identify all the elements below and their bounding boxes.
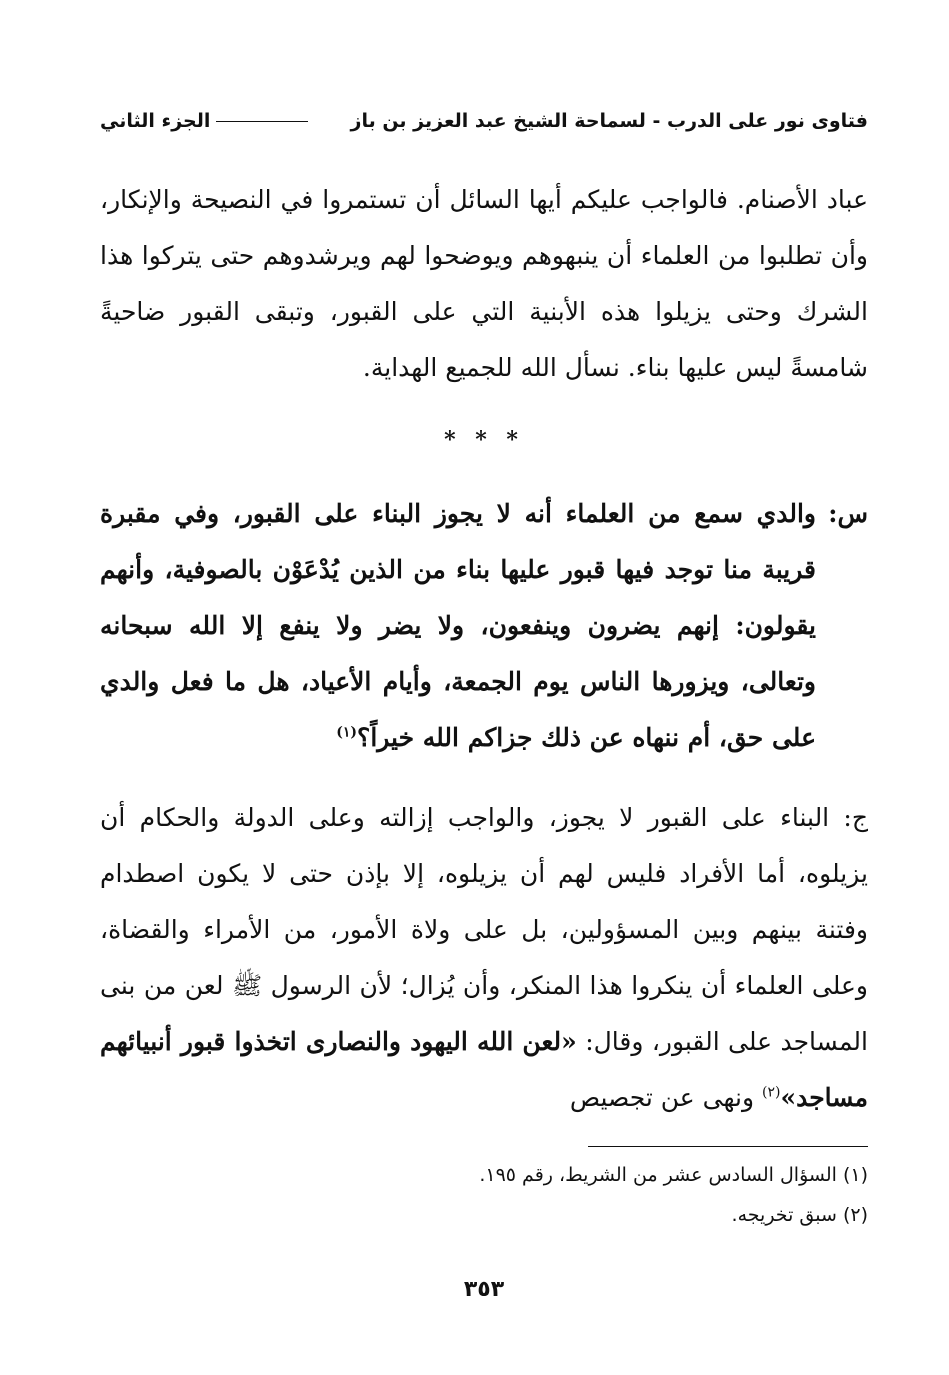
intro-paragraph: عباد الأصنام. فالواجب عليكم أيها السائل أن تستمروا في النصيحة والإنكار، وأن تطلبوا من العلماء أن ينبهوهم ويوضحوا لهم ويرشدوهم حتى يتركوا هذا الشرك وحتى يزيلوا هذه الأبنية التي على القبور، وتبقى القبور ضاحيةً شامسةً ليس عليها بناء. نسأل الله للجميع الهداية.	[100, 185, 868, 382]
header-rule	[216, 121, 308, 122]
footnotes	[100, 1155, 868, 1235]
header-volume-group	[100, 106, 308, 136]
header-volume: الجزء الثاني	[100, 110, 211, 132]
question-footnote-ref: (١)	[336, 724, 358, 741]
answer-text-part1: ج: البناء على القبور لا يجوز، والواجب إزالته وعلى الدولة والحكام أن يزيلوه، أما الأفراد فليس لهم أن يزيلوه، إلا بإذن حتى لا يكون اصطدام وفتنة بينهم وبين المسؤولين، بل على ولاة الأمور، من الأمراء والقضاة، وعلى العلماء أن ينكروا هذا المنكر، وأن يُزال؛ لأن الرسول ﷺ لعن من بنى المساجد على القبور، وقال:	[100, 803, 868, 1056]
page-number: ٣٥٣	[463, 1277, 505, 1302]
answer-footnote-ref: (٢)	[762, 1084, 781, 1101]
question-text-block	[100, 486, 816, 766]
answer-paragraph	[100, 790, 868, 1126]
header-dash: -	[652, 110, 661, 132]
question-marker: س:	[828, 499, 868, 528]
header-author: لسماحة الشيخ عبد العزيز بن باز	[350, 110, 646, 132]
header-book-title: فتاوى نور على الدرب	[667, 110, 868, 132]
book-page	[100, 104, 868, 1305]
question-block	[100, 486, 868, 766]
answer-text-part2: ونهى عن تجصيص	[569, 1083, 755, 1112]
footnote-divider	[588, 1146, 868, 1147]
header-book-info	[351, 106, 869, 136]
section-separator: * * *	[444, 427, 524, 453]
answer-hadith-quote: «لعن الله اليهود والنصارى اتخذوا قبور أنبيائهم مساجد»	[100, 1027, 868, 1112]
footnote-2: (٢) سبق تخريجه.	[731, 1204, 868, 1226]
footnote-1: (١) السؤال السادس عشر من الشريط، رقم ١٩٥.	[479, 1164, 868, 1186]
running-header	[100, 104, 868, 138]
question-text: والدي سمع من العلماء أنه لا يجوز البناء على القبور، وفي مقبرة قريبة منا توجد فيها قبور عليها بناء من الذين يُدْعَوْن بالصوفية، وأنهم يقولون: إنهم يضرون وينفعون، ولا يضر ولا ينفع إلا الله سبحانه وتعالى، ويزورها الناس يوم الجمعة، وأيام الأعياد، هل ما فعل والدي على حق، أم ننهاه عن ذلك جزاكم الله خيراً؟	[100, 499, 816, 752]
